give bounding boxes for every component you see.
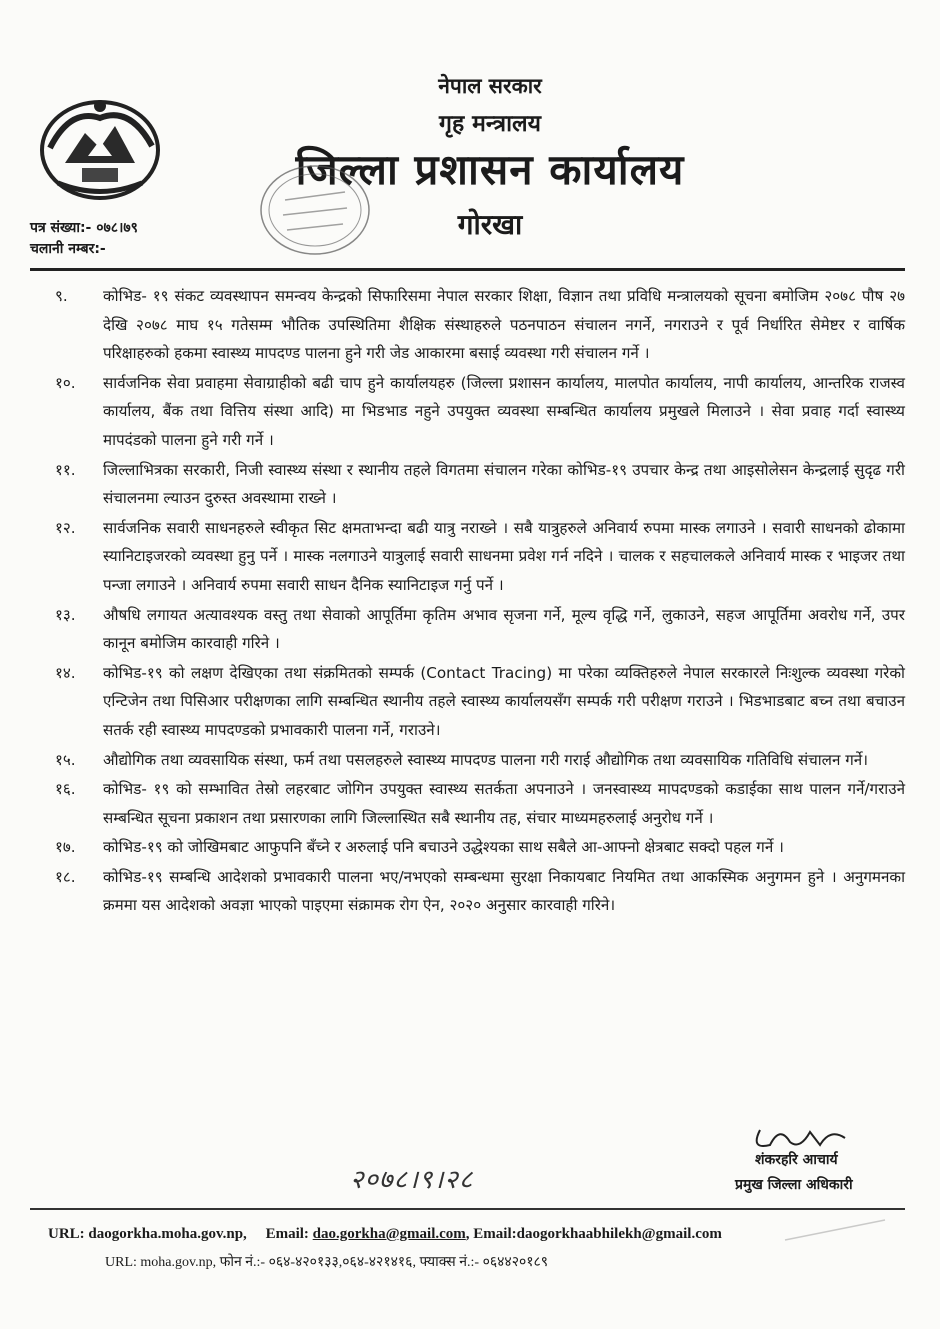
item-text: कोभिड-१९ को लक्षण देखिएका तथा संक्रमितको सम्पर्क (Contact Tracing) मा परेका व्यक्तिहरुले नेपाल सरकारले निःशुल्क व्यवस्था गरेको एन्टिजेन तथा पिसिआर परीक्षणका लागि सम्बन्धित स्थानीय तहले स्वास्थ्य कार्यालयसँग सम्पर्क गरी परीक्षण गराउने । भिडभाडबाट बच्न तथा बचाउन सतर्क रही स्वास्थ्य मापदण्डको प्रभावकारी पालना गर्ने, गराउने। (103, 663, 905, 739)
list-item (55, 456, 905, 513)
signatory-name: शंकरहरि आचार्य (755, 1152, 838, 1168)
email-label: Email: (265, 1226, 309, 1242)
list-item (55, 775, 905, 832)
item-number: १३. (55, 605, 76, 624)
item-number: १६. (55, 780, 76, 799)
item-number: १२. (55, 518, 76, 537)
dispatch-number: चलानी नम्बर:- (30, 241, 106, 257)
list-item (55, 369, 905, 455)
list-item (55, 659, 905, 745)
email-link-secondary[interactable]: Email:daogorkhaabhilekh@gmail.com (473, 1226, 722, 1242)
list-item (55, 833, 905, 862)
gov-line-1: नेपाल सरकार (438, 74, 542, 98)
website-link[interactable]: daogorkha.moha.gov.np, (88, 1226, 247, 1242)
office-title: जिल्ला प्रशासन कार्यालय (295, 145, 685, 194)
item-text: सार्वजनिक सेवा प्रवाहमा सेवाग्राहीको बढी चाप हुने कार्यालयहरु (जिल्ला प्रशासन कार्यालय, मालपोत कार्यालय, नापी कार्यालय, आन्तरिक राजस्व कार्यालय, बैंक तथा वित्तिय संस्था आदि) मा भिडभाड नहुने उपयुक्त व्यवस्था सम्बन्धित कार्यालय प्रमुखले मिलाउने । सेवा प्रवाह गर्दा स्वास्थ्य मापदंडको पालना हुने गरी गर्ने । (103, 373, 905, 449)
footer-phone-line: URL: moha.gov.np, फोन नं.:- ०६४-४२०१३३,०६४-४२१४१६, फ्याक्स नं.:- ०६४४२०१८९ (105, 1255, 549, 1270)
signatory-title: प्रमुख जिल्ला अधिकारी (735, 1177, 853, 1193)
item-text: सार्वजनिक सवारी साधनहरुले स्वीकृत सिट क्षमताभन्दा बढी यात्रु नराख्ने । सबै यात्रुहरुले अनिवार्य रुपमा मास्क लगाउने । सवारी साधनको ढोकामा स्यानिटाइजरको व्यवस्था हुनु पर्ने । मास्क नलगाउने यात्रुलाई सवारी साधनमा प्रवेश गर्न नदिने । चालक र सहचालकले अनिवार्य मास्क र भाइजर तथा पन्जा लगाउने । अनिवार्य रुपमा सवारी साधन दैनिक स्यानिटाइज गर्नु पर्ने । (103, 518, 905, 594)
item-text: औद्योगिक तथा व्यवसायिक संस्था, फर्म तथा पसलहरुले स्वास्थ्य मापदण्ड पालना गरी गराई औद्योगिक तथा व्यवसायिक गतिविधि संचालन गर्ने। (103, 750, 868, 769)
office-stamp-icon (255, 160, 375, 260)
item-text: औषधि लगायत अत्यावश्यक वस्तु तथा सेवाको आपूर्तिमा कृतिम अभाव सृजना गर्ने, मूल्य वृद्धि गर्ने, लुकाउने, सहज आपूर्तिमा अवरोध गर्ने, उपर कानून बमोजिम कारवाही गरिने । (103, 605, 905, 653)
order-items (55, 282, 905, 921)
url-label: URL: (48, 1226, 85, 1242)
header-divider (30, 268, 905, 271)
list-item (55, 601, 905, 658)
item-number: १५. (55, 750, 76, 769)
item-text: जिल्लाभित्रका सरकारी, निजी स्वास्थ्य संस्था र स्थानीय तहले विगतमा संचालन गरेका कोभिड-१९ उपचार केन्द्र तथा आइसोलेसन केन्द्रलाई सुदृढ गरी संचालनमा ल्याउन दुरुस्त अवस्थामा राख्ने । (103, 460, 905, 508)
item-text: कोभिड-१९ सम्बन्धि आदेशको प्रभावकारी पालना भए/नभएको सम्बन्धमा सुरक्षा निकायबाट नियमित तथा आकस्मिक अनुगमन हुने । अनुगमनका क्रममा यस आदेशको अवज्ञा भाएको पाइएमा संक्रामक रोग ऐन, २०२० अनुसार कारवाही गरिने। (103, 867, 905, 915)
item-number: १८. (55, 867, 76, 886)
footer-contact: URL: daogorkha.moha.gov.np, Email: dao.gorkha@gmail.com, Email:daogorkhaabhilekh@gmail.com (48, 1226, 722, 1242)
letterhead (0, 0, 940, 270)
district-name: गोरखा (457, 208, 523, 241)
item-number: ११. (55, 460, 76, 479)
faint-stamp-icon (780, 1215, 890, 1245)
item-number: ९. (55, 287, 68, 305)
list-item (55, 863, 905, 920)
email-link-primary[interactable]: dao.gorkha@gmail.com (312, 1226, 466, 1242)
reference-block (30, 218, 138, 260)
item-number: १७. (55, 838, 76, 857)
item-number: १४. (55, 663, 76, 682)
list-item (55, 514, 905, 600)
letter-number: पत्र संख्या:- ०७८।७९ (30, 220, 138, 236)
item-text: कोभिड-१९ को जोखिमबाट आफुपनि बँच्ने र अरुलाई पनि बचाउने उद्धेश्यका साथ सबैले आ-आफ्नो क्षेत्रबाट सक्दो पहल गर्ने । (103, 838, 784, 857)
footer-divider (30, 1208, 905, 1210)
handwritten-date: २०७८।९।२८ (350, 1165, 474, 1195)
list-item (55, 746, 905, 775)
item-number: १०. (55, 373, 76, 392)
gov-line-2: गृह मन्त्रालय (439, 111, 541, 137)
list-item (55, 282, 905, 368)
item-text: कोभिड- १९ संकट व्यवस्थापन समन्वय केन्द्रको सिफारिसमा नेपाल सरकार शिक्षा, विज्ञान तथा प्रविधि मन्त्रालयको सूचना बमोजिम २०७८ पौष २७ देखि २०७८ माघ १५ गतेसम्म भौतिक उपस्थितिमा शैक्षिक संस्थाहरुले पठनपाठन संचालन नगर्ने, नगराउने र पूर्व निर्धारित सेमेष्टर र वार्षिक परिक्षाहरुको हकमा स्वास्थ्य मापदण्ड पालना हुने गरी जेड आकारमा बसाई व्यवस्था गरी संचालन गर्ने । (103, 287, 905, 363)
item-text: कोभिड- १९ को सम्भावित तेस्रो लहरबाट जोगिन उपयुक्त स्वास्थ्य सतर्कता अपनाउने । जनस्वास्थ्य मापदण्डको कडाईका साथ पालन गर्ने/गराउने सम्बन्धित सूचना प्रकाशन तथा प्रसारणका लागि जिल्लास्थित सबै स्थानीय तह, संचार माध्यमहरुलाई अनुरोध गर्ने । (103, 780, 905, 827)
